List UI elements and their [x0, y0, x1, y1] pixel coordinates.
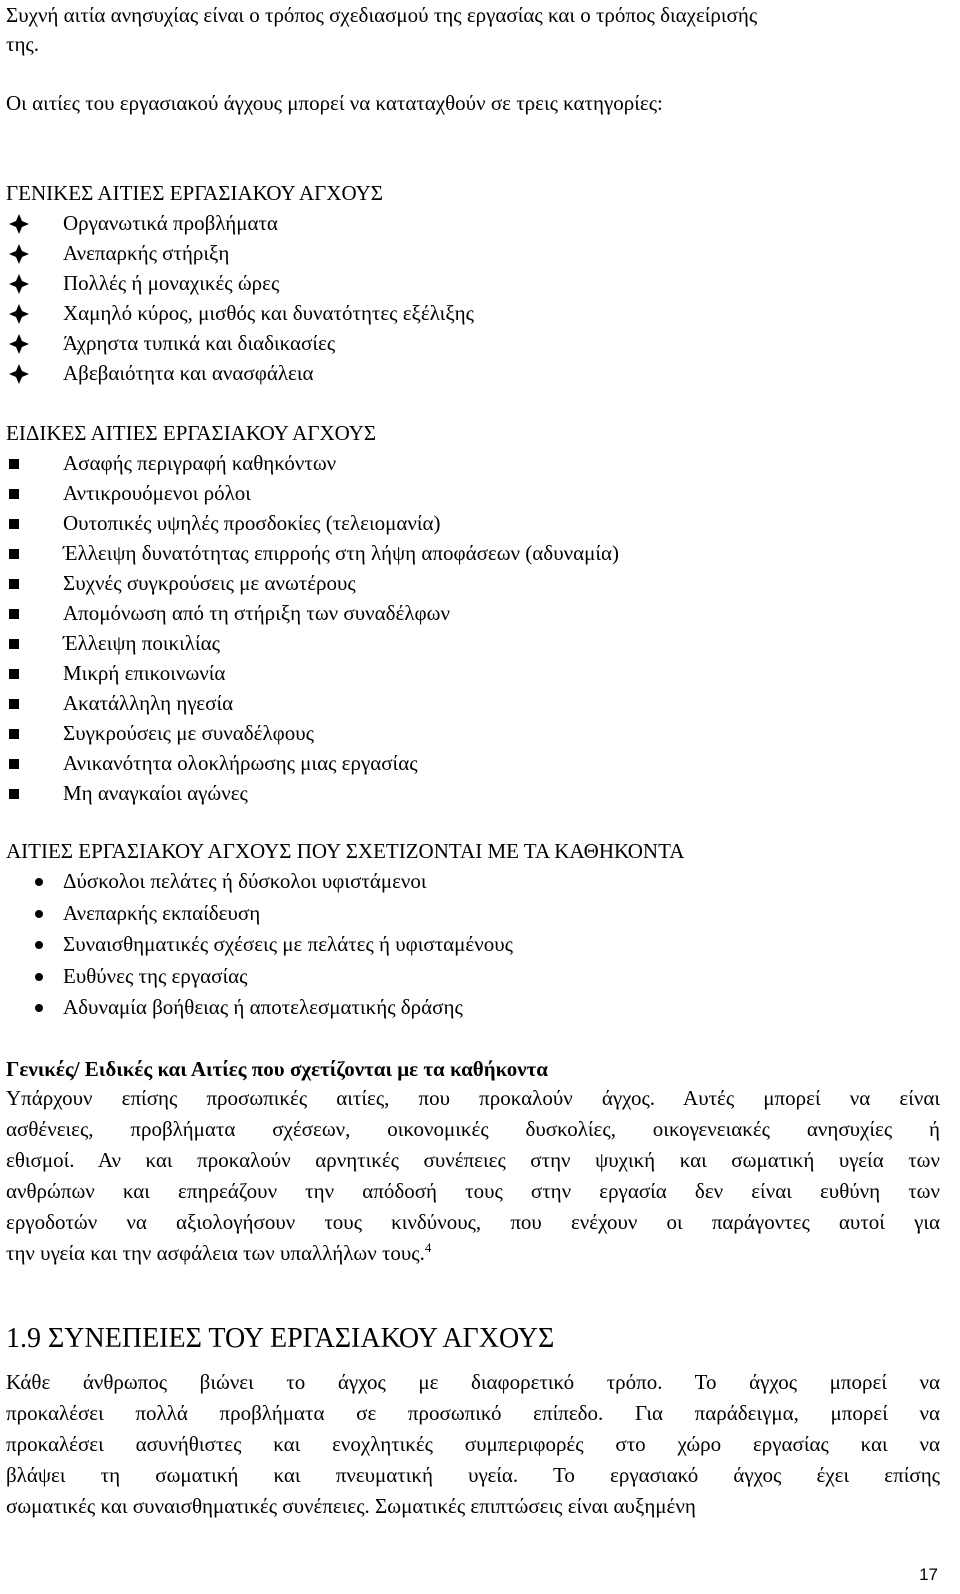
- paragraph-line: [6, 1491, 940, 1521]
- paragraph-line: [6, 1083, 940, 1113]
- dot-bullet-icon: [6, 898, 56, 928]
- square-bullet-icon: [6, 448, 56, 478]
- list-item-text: Συναισθηματικές σχέσεις με πελάτες ή υφισταμένους: [63, 932, 513, 956]
- square-bullet-icon: [6, 478, 56, 508]
- square-bullet-icon: [6, 658, 56, 688]
- list-item-text: Συγκρούσεις με συναδέλφους: [63, 721, 314, 745]
- specific-causes-heading: ΕΙΔΙΚΕΣ ΑΙΤΙΕΣ ΕΡΓΑΣΙΑΚΟΥ ΑΓΧΟΥΣ: [6, 421, 377, 445]
- list-item-text: Ανεπαρκής στήριξη: [63, 241, 230, 265]
- mixed-causes-heading: Γενικές/ Ειδικές και Αιτίες που σχετίζονται με τα καθήκοντα: [6, 1057, 549, 1081]
- diamond-bullet-icon: [6, 208, 56, 238]
- dot-bullet-icon: [6, 961, 56, 991]
- duties-causes-heading: ΑΙΤΙΕΣ ΕΡΓΑΣΙΑΚΟΥ ΑΓΧΟΥΣ ΠΟΥ ΣΧΕΤΙΖΟΝΤΑΙ ΜΕ ΤΑ ΚΑΘΗΚΟΝΤΑ: [6, 839, 685, 863]
- list-item-text: Ανικανότητα ολοκλήρωσης μιας εργασίας: [63, 751, 418, 775]
- diamond-bullet-icon: [6, 328, 56, 358]
- list-item-text: Ανεπαρκής εκπαίδευση: [63, 900, 261, 925]
- intro-line-2: της.: [6, 32, 39, 56]
- paragraph-line: [6, 1176, 940, 1206]
- square-bullet-icon: [6, 508, 56, 538]
- diamond-bullet-icon: [6, 238, 56, 268]
- paragraph-line: [6, 1207, 940, 1237]
- dot-bullet-icon: [6, 929, 56, 959]
- paragraph-line-text: βλάψει τη σωματική και πνευματική υγεία. Το εργασιακό άγχος έχει επίσης: [6, 1463, 940, 1487]
- list-item-text: Ακατάλληλη ηγεσία: [63, 691, 234, 715]
- list-item-text: Συχνές συγκρούσεις με ανωτέρους: [63, 571, 356, 595]
- list-item-text: Πολλές ή μοναχικές ώρες: [63, 271, 280, 295]
- square-bullet-icon: [6, 778, 56, 808]
- paragraph-line-text: Υπάρχουν επίσης προσωπικές αιτίες, που προκαλούν άγχος. Αυτές μπορεί να είναι: [6, 1086, 940, 1110]
- paragraph-line-text: σωματικές και συναισθηματικές συνέπειες. Σωματικές επιπτώσεις είναι αυξημένη: [6, 1494, 696, 1518]
- list-item-text: Ευθύνες της εργασίας: [63, 963, 248, 988]
- list-item-text: Μη αναγκαίοι αγώνες: [63, 781, 248, 805]
- list-item-text: Απομόνωση από τη στήριξη των συναδέλφων: [63, 601, 450, 625]
- footnote-marker: 4: [424, 1240, 432, 1255]
- general-causes-heading: ΓΕΝΙΚΕΣ ΑΙΤΙΕΣ ΕΡΓΑΣΙΑΚΟΥ ΑΓΧΟΥΣ: [6, 181, 383, 205]
- square-bullet-icon: [6, 748, 56, 778]
- section-heading: 1.9 ΣΥΝΕΠΕΙΕΣ ΤΟΥ ΕΡΓΑΣΙΑΚΟΥ ΑΓΧΟΥΣ: [6, 1323, 555, 1354]
- paragraph-line-text: ασθένειες, προβλήματα σχέσεων, οικονομικές δυσκολίες, οικογενειακές ανησυχίες ή: [6, 1117, 940, 1141]
- square-bullet-icon: [6, 538, 56, 568]
- square-bullet-icon: [6, 688, 56, 718]
- list-item-text: Οργανωτικά προβλήματα: [63, 211, 278, 235]
- paragraph-line: [6, 1367, 940, 1397]
- paragraph-line: [6, 1398, 940, 1428]
- square-bullet-icon: [6, 568, 56, 598]
- square-bullet-icon: [6, 628, 56, 658]
- page-number: 17: [919, 1565, 938, 1584]
- list-item-text: Αβεβαιότητα και ανασφάλεια: [63, 361, 314, 385]
- diamond-bullet-icon: [6, 358, 56, 388]
- paragraph-line: [6, 1114, 940, 1144]
- paragraph-line: [6, 1460, 940, 1490]
- intro-line-1: Συχνή αιτία ανησυχίας είναι ο τρόπος σχεδιασμού της εργασίας και ο τρόπος διαχείρισής: [6, 3, 758, 27]
- dot-bullet-icon: [6, 866, 56, 896]
- list-item-text: Έλλειψη ποικιλίας: [63, 631, 220, 655]
- dot-bullet-icon: [6, 992, 56, 1022]
- paragraph-line-text: εργοδοτών να αξιολογήσουν τους κινδύνους, που ενέχουν οι παράγοντες αυτοί για: [6, 1210, 940, 1234]
- list-item-text: Δύσκολοι πελάτες ή δύσκολοι υφιστάμενοι: [63, 869, 427, 893]
- paragraph-line-text: προκαλέσει πολλά προβλήματα σε προσωπικό επίπεδο. Για παράδειγμα, μπορεί να: [6, 1401, 940, 1425]
- paragraph-line-text: την υγεία και την ασφάλεια των υπαλλήλων τους.: [6, 1241, 425, 1265]
- paragraph-line: [6, 1145, 940, 1175]
- paragraph-line-text: Κάθε άνθρωπος βιώνει το άγχος με διαφορετικό τρόπο. Το άγχος μπορεί να: [6, 1370, 940, 1394]
- square-bullet-icon: [6, 718, 56, 748]
- list-item-text: Μικρή επικοινωνία: [63, 661, 226, 685]
- list-item-text: Αντικρουόμενοι ρόλοι: [63, 481, 251, 505]
- square-bullet-icon: [6, 598, 56, 628]
- list-item-text: Αδυναμία βοήθειας ή αποτελεσματικής δράσης: [63, 995, 463, 1019]
- list-item-text: Ουτοπικές υψηλές προσδοκίες (τελειομανία): [63, 511, 441, 535]
- list-item-text: Ασαφής περιγραφή καθηκόντων: [63, 451, 337, 475]
- diamond-bullet-icon: [6, 268, 56, 298]
- paragraph-line-text: προκαλέσει ασυνήθιστες και ενοχλητικές συμπεριφορές στο χώρο εργασίας και να: [6, 1432, 940, 1456]
- intro-line-3: Οι αιτίες του εργασιακού άγχους μπορεί να καταταχθούν σε τρεις κατηγορίες:: [6, 91, 663, 115]
- paragraph-line: [6, 1429, 940, 1459]
- paragraph-line: [6, 1238, 940, 1268]
- paragraph-line-text: εθισμοί. Αν και προκαλούν αρνητικές συνέπειες στην ψυχική και σωματική υγεία των: [6, 1148, 940, 1172]
- list-item-text: Χαμηλό κύρος, μισθός και δυνατότητες εξέλιξης: [63, 301, 474, 325]
- paragraph-line-text: ανθρώπων και επηρεάζουν την απόδοσή τους στην εργασία δεν είναι ευθύνη των: [6, 1179, 940, 1203]
- diamond-bullet-icon: [6, 298, 56, 328]
- list-item-text: Έλλειψη δυνατότητας επιρροής στη λήψη αποφάσεων (αδυναμία): [63, 541, 619, 565]
- list-item-text: Άχρηστα τυπικά και διαδικασίες: [63, 331, 336, 355]
